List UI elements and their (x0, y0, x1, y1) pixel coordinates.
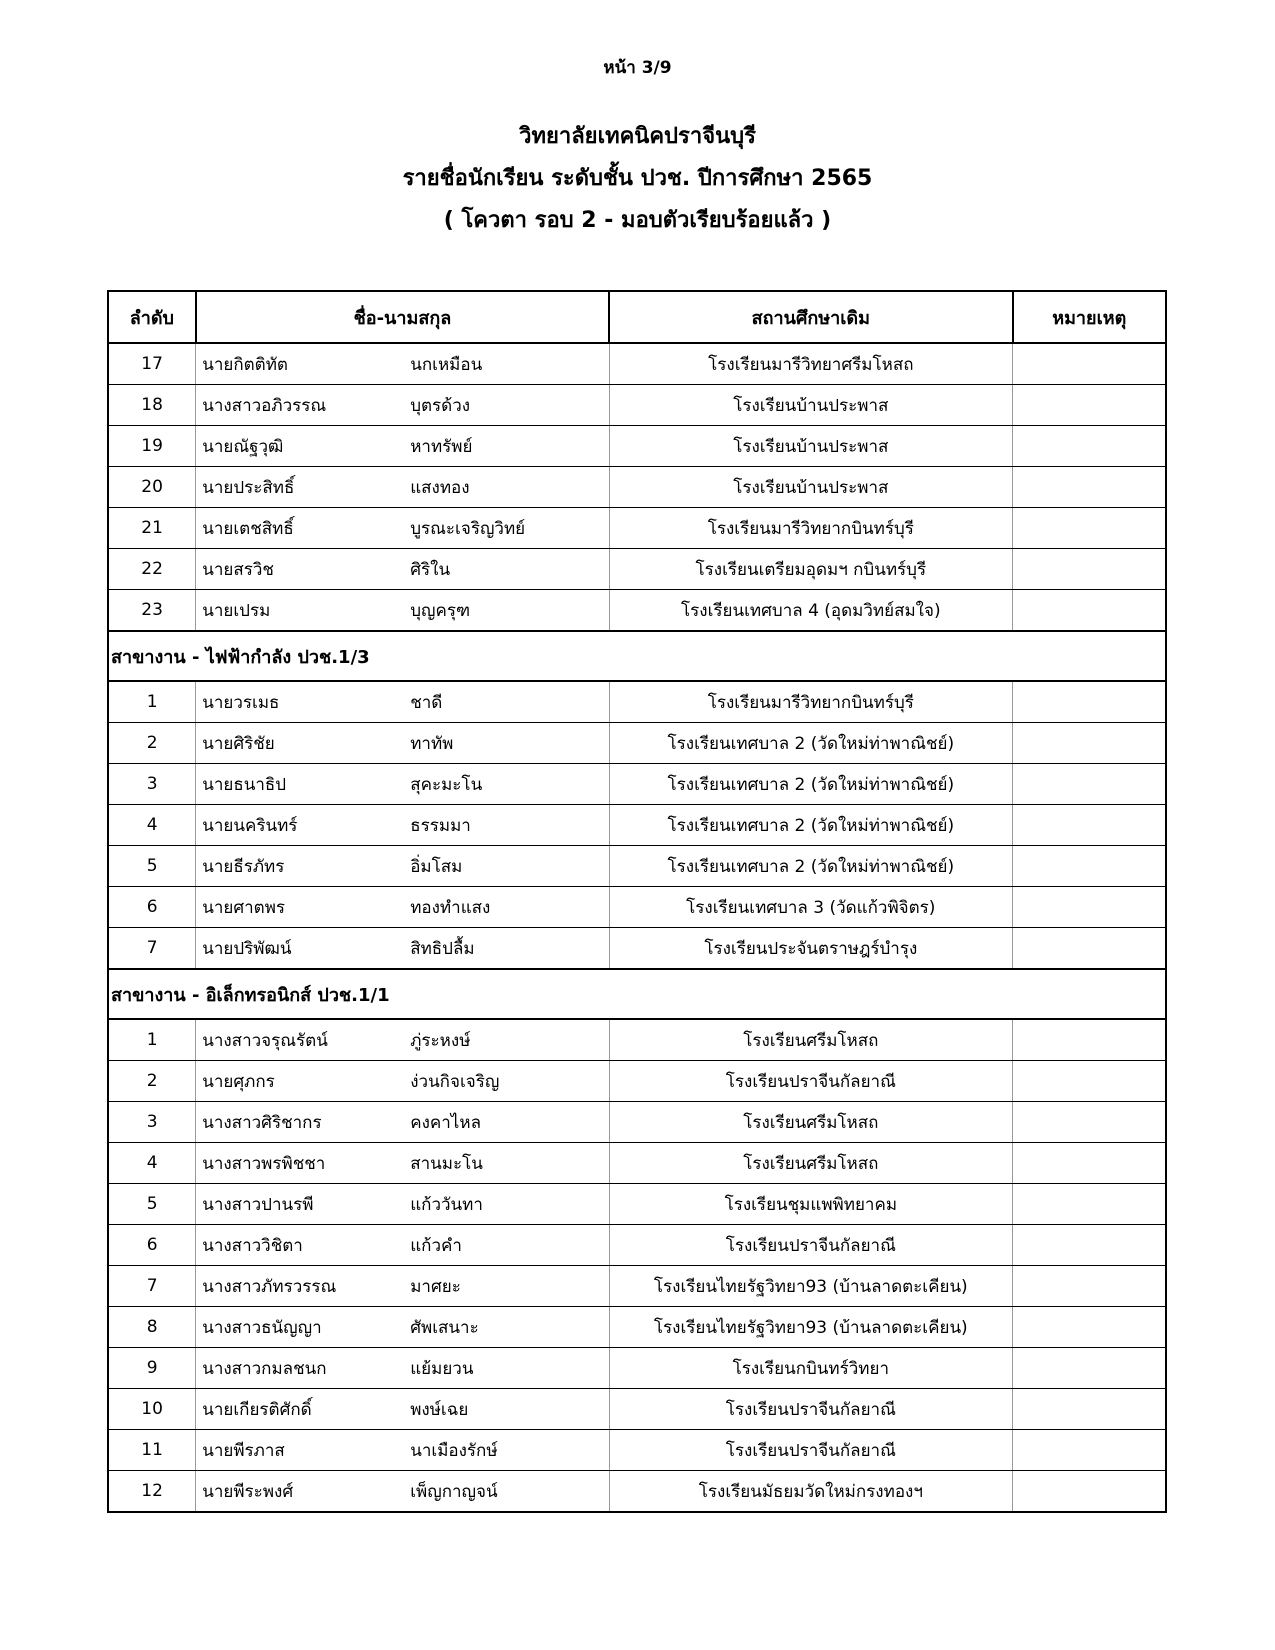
last-name: แก้วคำ (410, 1235, 462, 1256)
previous-school: โรงเรียนเทศบาล 3 (วัดแก้วพิจิตร) (609, 887, 1012, 928)
student-name-cell (196, 681, 609, 723)
last-name: ศัพเสนาะ (410, 1317, 479, 1338)
first-name: นายวรเมธ (202, 692, 280, 713)
student-name-cell (196, 723, 609, 764)
note-cell (1013, 1389, 1167, 1430)
student-name-cell (196, 1389, 609, 1430)
table-row (108, 1307, 1166, 1348)
first-name: นายเกียรติศักดิ์ (202, 1399, 312, 1420)
note-cell (1013, 764, 1167, 805)
table-row (108, 1225, 1166, 1266)
note-cell (1013, 1061, 1167, 1102)
previous-school: โรงเรียนศรีมโหสถ (609, 1143, 1012, 1184)
table-row (108, 1143, 1166, 1184)
previous-school: โรงเรียนมารีวิทยาศรีมโหสถ (609, 343, 1012, 385)
last-name: ชาดี (410, 692, 443, 713)
row-number: 6 (108, 1225, 196, 1266)
student-name-cell (196, 508, 609, 549)
last-name: ง่วนกิจเจริญ (410, 1071, 500, 1092)
row-number: 2 (108, 1061, 196, 1102)
first-name: นายเปรม (202, 600, 271, 621)
row-number: 5 (108, 1184, 196, 1225)
last-name: อิ่มโสม (410, 856, 463, 877)
note-cell (1013, 549, 1167, 590)
note-cell (1013, 681, 1167, 723)
student-name-cell (196, 590, 609, 632)
student-name-cell (196, 1061, 609, 1102)
student-name-cell (196, 1225, 609, 1266)
last-name: นาเมืองรักษ์ (410, 1440, 498, 1461)
table-row (108, 1184, 1166, 1225)
table-row (108, 385, 1166, 426)
first-name: นางสาวปานรพี (202, 1194, 314, 1215)
first-name: นายพีระพงศ์ (202, 1481, 294, 1502)
row-number: 12 (108, 1471, 196, 1513)
first-name: นายเตชสิทธิ์ (202, 518, 294, 539)
table-row (108, 928, 1166, 970)
note-cell (1013, 343, 1167, 385)
first-name: นายศิริชัย (202, 733, 275, 754)
table-body (108, 343, 1166, 1512)
student-name-cell (196, 343, 609, 385)
page-number: หน้า 3/9 (603, 58, 672, 78)
last-name: สุคะมะโน (410, 774, 483, 795)
student-name-cell (196, 1102, 609, 1143)
first-name: นายปริพัฒน์ (202, 938, 292, 959)
first-name: นางสาวอภิวรรณ (202, 395, 327, 416)
last-name: บุตรด้วง (410, 395, 471, 416)
last-name: สานมะโน (410, 1153, 483, 1174)
note-cell (1013, 1430, 1167, 1471)
note-cell (1013, 508, 1167, 549)
row-number: 10 (108, 1389, 196, 1430)
first-name: นายธีรภัทร (202, 856, 285, 877)
note-cell (1013, 1102, 1167, 1143)
table-row (108, 1266, 1166, 1307)
first-name: นายศุภกร (202, 1071, 275, 1092)
row-number: 1 (108, 1019, 196, 1061)
section-label: สาขางาน - ไฟฟ้ากำลัง ปวช.1/3 (108, 631, 1166, 681)
note-cell (1013, 1225, 1167, 1266)
row-number: 22 (108, 549, 196, 590)
last-name: แย้มยวน (410, 1358, 474, 1379)
last-name: แก้ววันทา (410, 1194, 483, 1215)
previous-school: โรงเรียนเทศบาล 2 (วัดใหม่ท่าพาณิชย์) (609, 723, 1012, 764)
previous-school: โรงเรียนเทศบาล 2 (วัดใหม่ท่าพาณิชย์) (609, 805, 1012, 846)
row-number: 4 (108, 1143, 196, 1184)
student-name-cell (196, 426, 609, 467)
first-name: นางสาวพรพิชชา (202, 1153, 326, 1174)
first-name: นางสาวศิริชากร (202, 1112, 322, 1133)
last-name: ศิริใน (410, 559, 451, 580)
student-name-cell (196, 1266, 609, 1307)
previous-school: โรงเรียนบ้านประพาส (609, 385, 1012, 426)
table-row (108, 846, 1166, 887)
section-header-row (108, 969, 1166, 1019)
college-title: วิทยาลัยเทคนิคปราจีนบุรี (519, 124, 756, 149)
table-row (108, 1348, 1166, 1389)
note-cell (1013, 1184, 1167, 1225)
student-name-cell (196, 1184, 609, 1225)
last-name: ธรรมมา (410, 815, 471, 836)
row-number: 21 (108, 508, 196, 549)
table-row (108, 681, 1166, 723)
last-name: สิทธิปลื้ม (410, 938, 475, 959)
table-row (108, 1061, 1166, 1102)
col-header-school: สถานศึกษาเดิม (609, 291, 1012, 343)
previous-school: โรงเรียนศรีมโหสถ (609, 1019, 1012, 1061)
last-name: พงษ์เฉย (410, 1399, 469, 1420)
first-name: นายกิตติทัต (202, 354, 288, 375)
previous-school: โรงเรียนไทยรัฐวิทยา93 (บ้านลาดตะเคียน) (609, 1307, 1012, 1348)
student-name-cell (196, 1019, 609, 1061)
first-name: นางสาวกมลชนก (202, 1358, 327, 1379)
table-row (108, 723, 1166, 764)
row-number: 20 (108, 467, 196, 508)
last-name: แสงทอง (410, 477, 470, 498)
student-name-cell (196, 928, 609, 970)
first-name: นางสาวจรุณรัตน์ (202, 1030, 328, 1051)
last-name: หาทรัพย์ (410, 436, 473, 457)
first-name: นางสาวภัทรวรรณ (202, 1276, 337, 1297)
table-row (108, 1019, 1166, 1061)
note-cell (1013, 590, 1167, 632)
last-name: ทาทัพ (410, 733, 454, 754)
student-name-cell (196, 385, 609, 426)
first-name: นายพีรภาส (202, 1440, 285, 1461)
note-cell (1013, 1307, 1167, 1348)
table-header-row (108, 291, 1166, 343)
col-header-no: ลำดับ (108, 291, 196, 343)
last-name: บูรณะเจริญวิทย์ (410, 518, 526, 539)
row-number: 1 (108, 681, 196, 723)
student-name-cell (196, 846, 609, 887)
student-name-cell (196, 764, 609, 805)
student-name-cell (196, 1348, 609, 1389)
row-number: 18 (108, 385, 196, 426)
previous-school: โรงเรียนบ้านประพาส (609, 426, 1012, 467)
previous-school: โรงเรียนเตรียมอุดมฯ กบินทร์บุรี (609, 549, 1012, 590)
table-row (108, 343, 1166, 385)
student-name-cell (196, 1143, 609, 1184)
list-subtitle: รายชื่อนักเรียน ระดับชั้น ปวช. ปีการศึกษา 2565 (402, 166, 873, 191)
previous-school: โรงเรียนชุมแพพิทยาคม (609, 1184, 1012, 1225)
row-number: 17 (108, 343, 196, 385)
previous-school: โรงเรียนมารีวิทยากบินทร์บุรี (609, 681, 1012, 723)
row-number: 4 (108, 805, 196, 846)
note-cell (1013, 1471, 1167, 1513)
first-name: นายศาตพร (202, 897, 286, 918)
section-label: สาขางาน - อิเล็กทรอนิกส์ ปวช.1/1 (108, 969, 1166, 1019)
row-number: 23 (108, 590, 196, 632)
row-number: 3 (108, 1102, 196, 1143)
previous-school: โรงเรียนเทศบาล 4 (อุดมวิทย์สมใจ) (609, 590, 1012, 632)
table-row (108, 549, 1166, 590)
student-name-cell (196, 1430, 609, 1471)
section-header-row (108, 631, 1166, 681)
previous-school: โรงเรียนปราจีนกัลยาณี (609, 1225, 1012, 1266)
student-table (107, 290, 1167, 1513)
student-name-cell (196, 805, 609, 846)
previous-school: โรงเรียนเทศบาล 2 (วัดใหม่ท่าพาณิชย์) (609, 846, 1012, 887)
first-name: นายธนาธิป (202, 774, 287, 795)
note-cell (1013, 846, 1167, 887)
note-cell (1013, 385, 1167, 426)
student-name-cell (196, 887, 609, 928)
first-name: นายสรวิช (202, 559, 274, 580)
table-row (108, 764, 1166, 805)
row-number: 6 (108, 887, 196, 928)
col-header-note: หมายเหตุ (1013, 291, 1167, 343)
student-name-cell (196, 1471, 609, 1513)
row-number: 7 (108, 928, 196, 970)
previous-school: โรงเรียนไทยรัฐวิทยา93 (บ้านลาดตะเคียน) (609, 1266, 1012, 1307)
first-name: นางสาวธนัญญา (202, 1317, 322, 1338)
student-name-cell (196, 549, 609, 590)
row-number: 2 (108, 723, 196, 764)
table-row (108, 1471, 1166, 1513)
last-name: มาศยะ (410, 1276, 461, 1297)
first-name: นายนครินทร์ (202, 815, 298, 836)
last-name: ภู่ระหงษ์ (410, 1030, 471, 1051)
first-name: นางสาววิชิตา (202, 1235, 303, 1256)
first-name: นายณัฐวุฒิ (202, 436, 284, 457)
row-number: 11 (108, 1430, 196, 1471)
note-cell (1013, 887, 1167, 928)
table-row (108, 1389, 1166, 1430)
row-number: 3 (108, 764, 196, 805)
table-row (108, 1430, 1166, 1471)
previous-school: โรงเรียนมัธยมวัดใหม่กรงทองฯ (609, 1471, 1012, 1513)
row-number: 19 (108, 426, 196, 467)
row-number: 5 (108, 846, 196, 887)
student-name-cell (196, 1307, 609, 1348)
table-row (108, 1102, 1166, 1143)
note-cell (1013, 928, 1167, 970)
note-cell (1013, 1348, 1167, 1389)
previous-school: โรงเรียนศรีมโหสถ (609, 1102, 1012, 1143)
note-cell (1013, 805, 1167, 846)
previous-school: โรงเรียนเทศบาล 2 (วัดใหม่ท่าพาณิชย์) (609, 764, 1012, 805)
note-cell (1013, 1266, 1167, 1307)
row-number: 8 (108, 1307, 196, 1348)
note-cell (1013, 723, 1167, 764)
previous-school: โรงเรียนปราจีนกัลยาณี (609, 1389, 1012, 1430)
table-row (108, 590, 1166, 632)
table-row (108, 508, 1166, 549)
previous-school: โรงเรียนกบินทร์วิทยา (609, 1348, 1012, 1389)
note-cell (1013, 426, 1167, 467)
note-cell (1013, 467, 1167, 508)
row-number: 7 (108, 1266, 196, 1307)
row-number: 9 (108, 1348, 196, 1389)
previous-school: โรงเรียนประจันตราษฎร์บำรุง (609, 928, 1012, 970)
last-name: บุญครุฑ (410, 600, 471, 621)
last-name: เพ็ญกาญจน์ (410, 1481, 498, 1502)
last-name: นกเหมือน (410, 354, 483, 375)
table-row (108, 887, 1166, 928)
previous-school: โรงเรียนปราจีนกัลยาณี (609, 1061, 1012, 1102)
student-name-cell (196, 467, 609, 508)
first-name: นายประสิทธิ์ (202, 477, 295, 498)
last-name: ทองทำแสง (410, 897, 491, 918)
note-cell (1013, 1143, 1167, 1184)
last-name: คงคาไหล (410, 1112, 481, 1133)
table-row (108, 426, 1166, 467)
table-row (108, 805, 1166, 846)
note-cell (1013, 1019, 1167, 1061)
col-header-name: ชื่อ-นามสกุล (196, 291, 609, 343)
previous-school: โรงเรียนมารีวิทยากบินทร์บุรี (609, 508, 1012, 549)
table-row (108, 467, 1166, 508)
previous-school: โรงเรียนปราจีนกัลยาณี (609, 1430, 1012, 1471)
round-subtitle: ( โควตา รอบ 2 - มอบตัวเรียบร้อยแล้ว ) (443, 208, 832, 233)
previous-school: โรงเรียนบ้านประพาส (609, 467, 1012, 508)
